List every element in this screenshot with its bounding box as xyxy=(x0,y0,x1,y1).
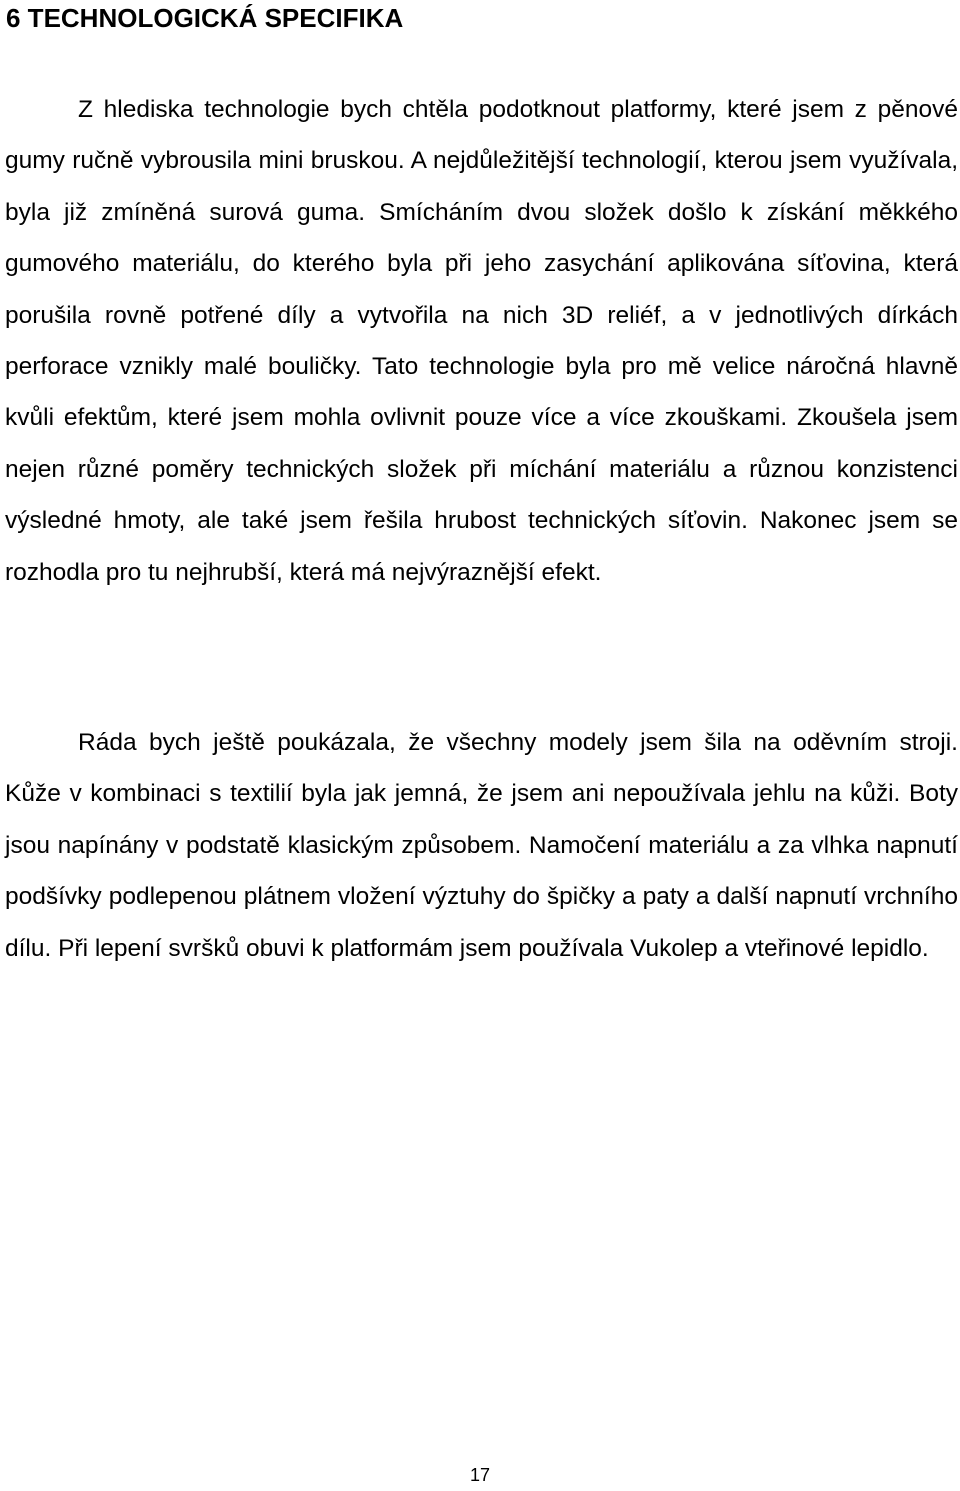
paragraph-sewing: Ráda bych ještě poukázala, že všechny modely jsem šila na oděvním stroji. Kůže v kombinaci s textilií byla jak jemná, že jsem ani nepoužívala jehlu na kůži. Boty jsou napínány v podstatě klasickým způsobem. Namočení materiálu a za vlhka napnutí podšívky podlepenou plátnem vložení výztuhy do špičky a paty a další napnutí vrchního dílu. Při lepení svršků obuvi k platformám jsem používala Vukolep a vteřinové lepidlo. xyxy=(5,729,958,962)
chapter-heading: 6 TECHNOLOGICKÁ SPECIFIKA xyxy=(6,3,404,33)
page-number: 17 xyxy=(469,1465,491,1485)
paragraph-technology: Z hlediska technologie bych chtěla podotknout platformy, které jsem z pěnové gumy ručně vybrousila mini bruskou. A nejdůležitější technologií, kterou jsem využívala, byla již zmíněná surová guma. Smícháním dvou složek došlo k získání měkkého gumového materiálu, do kterého byla při jeho zasychání aplikována síťovina, která porušila rovně potřené díly a vytvořila na nich 3D reliéf, a v jednotlivých dírkách perforace vznikly malé bouličky. Tato technologie byla pro mě velice náročná hlavně kvůli efektům, které jsem mohla ovlivnit pouze více a více zkouškami. Zkoušela jsem nejen různé poměry technických složek při míchání materiálu a různou konzistenci výsledné hmoty, ale také jsem řešila hrubost technických síťovin. Nakonec jsem se rozhodla pro tu nejhrubší, která má nejvýraznější efekt. xyxy=(5,96,958,586)
